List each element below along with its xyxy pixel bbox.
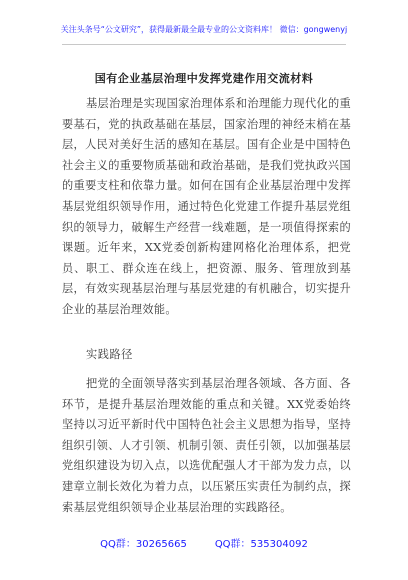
- paragraph-practice: [62, 374, 351, 518]
- paragraph-intro-text: 基层治理是实现国家治理体系和治理能力现代化的重要基石，党的执政基础在基层，国家治理的神经末梢在基层，人民对美好生活的感知在基层。国有企业是中国特色社会主义的重要物质基础和政治基础，是我们党执政兴国的重要支柱和依靠力量。如何在国有企业基层治理中发挥基层党组织领导作用，通过特色化党建工作提升基层党组织的领导力，破解生产经营一线难题，是一项值得探索的课题。近年来，XX党委创新构建网格化治理体系，把党员、职工、群众连在线上，把资源、服务、管理放到基层，有效实现基层治理与基层党建的有机融合，切实提升企业的基层治理效能。: [62, 97, 351, 316]
- footer-qq-group-2: QQ群：535304092: [214, 539, 308, 550]
- document-title: 国有企业基层治理中发挥党建作用交流材料: [94, 72, 314, 85]
- header-divider: [62, 44, 346, 45]
- header-note: 关注头条号“公文研究”，获得最新最全最专业的公文资料库！ 微信：gongwenyj: [60, 25, 348, 34]
- section-heading: 实践路径: [86, 348, 133, 361]
- footer-qq-group-1: QQ群：30265665: [100, 539, 187, 550]
- footer-contact: [0, 535, 408, 550]
- paragraph-intro: [62, 94, 351, 321]
- paragraph-practice-text: 把党的全面领导落实到基层治理各领域、各方面、各环节，是提升基层治理效能的重点和关键。XX党委始终坚持以习近平新时代中国特色社会主义思想为指导，坚持组织引领、人才引领、机制引领、责任引领，以加强基层党组织建设为切入点，以选优配强人才干部为发力点，以建章立制长效化为着力点，以压紧压实责任为制约点，探索基层党组织领导企业基层治理的实践路径。: [62, 377, 351, 514]
